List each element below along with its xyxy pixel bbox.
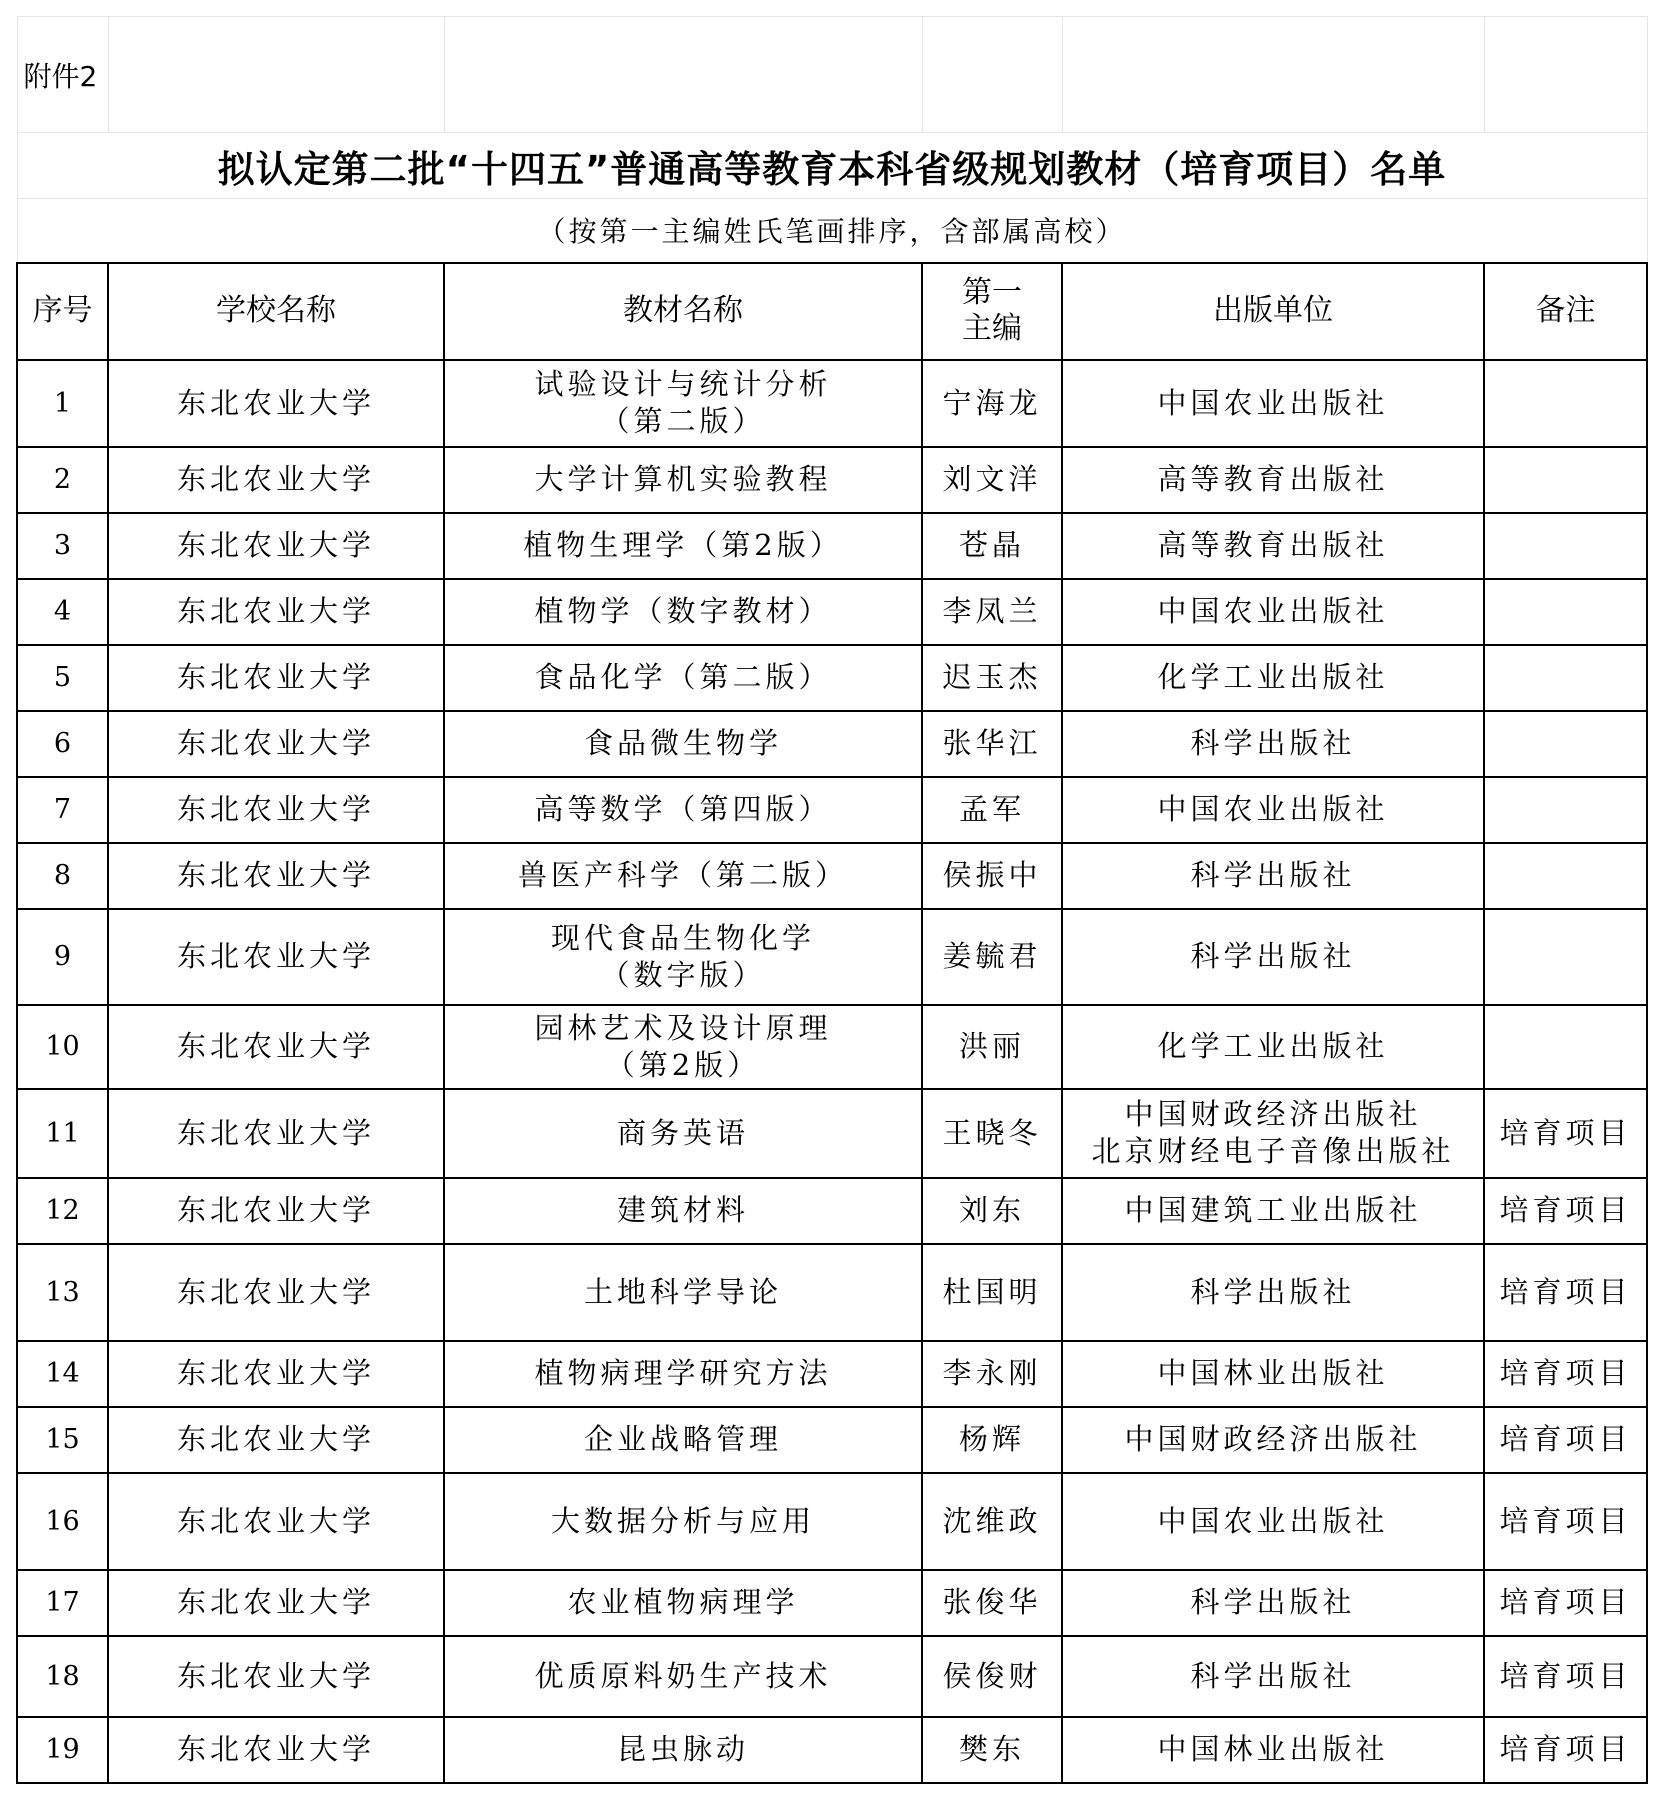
cell-textbook [444,777,922,843]
cell-remark: 培育项目 [1484,1717,1647,1783]
cell-school: 东北农业大学 [108,360,444,447]
table-row [17,1178,1647,1244]
cell-school: 东北农业大学 [108,579,444,645]
cell-publisher-line: 中国建筑工业出版社 [1124,1193,1422,1227]
cell-textbook [444,843,922,909]
cell-textbook [444,909,922,1005]
table-row [17,1005,1647,1089]
cell-school: 东北农业大学 [108,1636,444,1717]
cell-remark: 培育项目 [1484,1341,1647,1407]
cell-textbook-line: 现代食品生物化学 [550,920,815,955]
cell-textbook [444,1473,922,1570]
cell-publisher-line: 中国农业出版社 [1157,792,1389,826]
cell-school: 东北农业大学 [108,1178,444,1244]
cell-index: 16 [17,1473,108,1570]
cell-textbook-line: 商务英语 [616,1115,749,1150]
cell-publisher-line: 科学出版社 [1190,939,1356,973]
cell-first-editor: 杜国明 [922,1244,1062,1341]
table-row [17,579,1647,645]
cell-publisher-line: 中国财政经济出版社 [1124,1422,1422,1456]
attachment-label: 附件2 [17,17,108,133]
cell-textbook-line: 企业战略管理 [583,1422,782,1456]
cell-textbook-line: 建筑材料 [616,1193,749,1227]
cell-textbook [444,579,922,645]
cell-publisher-line: 中国林业出版社 [1157,1356,1389,1390]
column-header-row [17,263,1647,360]
cell-textbook [444,1089,922,1178]
cell-remark: 培育项目 [1484,1473,1647,1570]
cell-textbook-line: 植物学（数字教材） [534,594,832,628]
cell-first-editor: 侯俊财 [922,1636,1062,1717]
cell-first-editor: 杨辉 [922,1407,1062,1473]
cell-textbook-line: 食品微生物学 [583,726,782,760]
cell-textbook-line: 植物生理学（第2版） [523,528,843,562]
table-row [17,1636,1647,1717]
cell-textbook-line: 优质原料奶生产技术 [534,1658,832,1693]
cell-index: 19 [17,1717,108,1783]
cell-publisher [1062,777,1484,843]
cell-textbook-line: 植物病理学研究方法 [534,1356,832,1390]
cell-school: 东北农业大学 [108,777,444,843]
header-first-editor [922,263,1062,360]
cell-first-editor: 樊东 [922,1717,1062,1783]
cell-textbook-line: （第二版） [600,404,766,438]
header-first-editor-line2: 主编 [962,311,1022,346]
cell-remark [1484,711,1647,777]
cell-first-editor: 王晓冬 [922,1089,1062,1178]
cell-remark [1484,843,1647,909]
cell-textbook [444,513,922,579]
cell-textbook-line: 昆虫脉动 [616,1732,749,1766]
cell-school: 东北农业大学 [108,447,444,513]
cell-index: 7 [17,777,108,843]
cell-publisher-line: 科学出版社 [1190,726,1356,760]
header-textbook: 教材名称 [444,263,922,360]
header-publisher: 出版单位 [1062,263,1484,360]
cell-first-editor: 迟玉杰 [922,645,1062,711]
cell-first-editor: 张华江 [922,711,1062,777]
header-index: 序号 [17,263,108,360]
cell-remark [1484,645,1647,711]
cell-publisher [1062,1178,1484,1244]
cell-first-editor: 宁海龙 [922,360,1062,447]
cell-first-editor: 洪丽 [922,1005,1062,1089]
cell-publisher-line: 化学工业出版社 [1157,1029,1389,1063]
cell-index: 5 [17,645,108,711]
cell-school: 东北农业大学 [108,1089,444,1178]
empty-cell [922,17,1062,133]
empty-cell [108,17,444,133]
cell-index: 14 [17,1341,108,1407]
cell-publisher-line: 高等教育出版社 [1157,462,1389,496]
cell-publisher-line: 化学工业出版社 [1157,660,1389,694]
cell-school: 东北农业大学 [108,513,444,579]
table-row [17,1407,1647,1473]
cell-publisher-line: 科学出版社 [1190,1274,1356,1309]
cell-textbook-line: 兽医产科学（第二版） [517,858,848,892]
cell-remark [1484,1005,1647,1089]
cell-index: 4 [17,579,108,645]
cell-index: 12 [17,1178,108,1244]
cell-publisher [1062,360,1484,447]
cell-publisher [1062,645,1484,711]
cell-school: 东北农业大学 [108,1407,444,1473]
cell-textbook [444,1407,922,1473]
textbook-list-table [16,16,1648,1784]
cell-first-editor: 沈维政 [922,1473,1062,1570]
cell-textbook-line: 园林艺术及设计原理 [534,1010,832,1045]
cell-publisher [1062,447,1484,513]
cell-remark: 培育项目 [1484,1178,1647,1244]
cell-first-editor: 姜毓君 [922,909,1062,1005]
cell-publisher [1062,1005,1484,1089]
cell-index: 1 [17,360,108,447]
page-subtitle: （按第一主编姓氏笔画排序，含部属高校） [17,199,1647,263]
cell-publisher [1062,1089,1484,1178]
cell-publisher-line: 中国农业出版社 [1157,1503,1389,1538]
cell-remark [1484,777,1647,843]
cell-textbook [444,1178,922,1244]
cell-textbook [444,1570,922,1636]
cell-remark: 培育项目 [1484,1089,1647,1178]
title-row [17,133,1647,199]
table-row [17,711,1647,777]
table-row [17,1244,1647,1341]
cell-publisher-line: 北京财经电子音像出版社 [1091,1134,1455,1168]
cell-first-editor: 苍晶 [922,513,1062,579]
table-row [17,1717,1647,1783]
cell-publisher-line: 中国农业出版社 [1157,385,1389,420]
cell-publisher [1062,909,1484,1005]
table-row [17,447,1647,513]
cell-index: 13 [17,1244,108,1341]
cell-textbook-line: （第2版） [605,1047,761,1082]
cell-publisher [1062,1570,1484,1636]
cell-publisher [1062,1407,1484,1473]
cell-textbook [444,1005,922,1089]
cell-remark [1484,909,1647,1005]
cell-school: 东北农业大学 [108,843,444,909]
table-row [17,513,1647,579]
cell-textbook-line: 大数据分析与应用 [550,1503,815,1538]
cell-remark [1484,360,1647,447]
cell-remark: 培育项目 [1484,1244,1647,1341]
cell-publisher-line: 科学出版社 [1190,1585,1356,1619]
cell-index: 10 [17,1005,108,1089]
cell-textbook [444,1341,922,1407]
cell-publisher [1062,843,1484,909]
cell-textbook [444,711,922,777]
cell-school: 东北农业大学 [108,1005,444,1089]
cell-textbook-line: 土地科学导论 [583,1274,782,1309]
cell-remark: 培育项目 [1484,1407,1647,1473]
cell-publisher [1062,513,1484,579]
cell-index: 17 [17,1570,108,1636]
cell-index: 2 [17,447,108,513]
cell-textbook-line: 食品化学（第二版） [534,660,832,694]
cell-publisher-line: 科学出版社 [1190,1658,1356,1693]
cell-school: 东北农业大学 [108,1341,444,1407]
cell-school: 东北农业大学 [108,645,444,711]
cell-index: 9 [17,909,108,1005]
cell-school: 东北农业大学 [108,1717,444,1783]
cell-school: 东北农业大学 [108,1473,444,1570]
cell-publisher-line: 中国农业出版社 [1157,594,1389,628]
empty-cell [444,17,922,133]
cell-publisher [1062,1341,1484,1407]
cell-remark [1484,513,1647,579]
cell-textbook [444,1244,922,1341]
cell-publisher [1062,1244,1484,1341]
cell-first-editor: 刘东 [922,1178,1062,1244]
cell-first-editor: 孟军 [922,777,1062,843]
cell-textbook-line: 农业植物病理学 [567,1585,799,1619]
header-first-editor-line1: 第一 [962,275,1022,310]
cell-index: 8 [17,843,108,909]
empty-cell [1484,17,1647,133]
cell-publisher [1062,1717,1484,1783]
cell-index: 15 [17,1407,108,1473]
subtitle-row [17,199,1647,263]
cell-publisher-line: 高等教育出版社 [1157,528,1389,562]
cell-textbook [444,1717,922,1783]
cell-index: 18 [17,1636,108,1717]
attachment-row [17,17,1647,133]
cell-first-editor: 刘文洋 [922,447,1062,513]
cell-publisher [1062,1636,1484,1717]
cell-remark [1484,579,1647,645]
header-remark: 备注 [1484,263,1647,360]
cell-first-editor: 张俊华 [922,1570,1062,1636]
page-title: 拟认定第二批“十四五”普通高等教育本科省级规划教材（培育项目）名单 [17,133,1647,199]
table-row [17,909,1647,1005]
cell-publisher-line: 中国林业出版社 [1157,1732,1389,1766]
cell-school: 东北农业大学 [108,711,444,777]
cell-textbook [444,447,922,513]
cell-publisher [1062,711,1484,777]
cell-textbook-line: 大学计算机实验教程 [534,462,832,496]
cell-school: 东北农业大学 [108,1244,444,1341]
cell-textbook-line: 高等数学（第四版） [534,792,832,826]
table-row [17,1570,1647,1636]
cell-first-editor: 李凤兰 [922,579,1062,645]
table-row [17,1473,1647,1570]
cell-remark [1484,447,1647,513]
table-row [17,843,1647,909]
table-row [17,360,1647,447]
cell-index: 11 [17,1089,108,1178]
cell-textbook-line: （数字版） [600,957,766,992]
cell-first-editor: 侯振中 [922,843,1062,909]
cell-textbook [444,360,922,447]
cell-first-editor: 李永刚 [922,1341,1062,1407]
cell-remark: 培育项目 [1484,1570,1647,1636]
table-row [17,1341,1647,1407]
cell-publisher-line: 科学出版社 [1190,858,1356,892]
cell-school: 东北农业大学 [108,909,444,1005]
cell-publisher [1062,1473,1484,1570]
cell-publisher-line: 中国财政经济出版社 [1124,1097,1422,1131]
cell-index: 3 [17,513,108,579]
cell-school: 东北农业大学 [108,1570,444,1636]
cell-textbook [444,1636,922,1717]
cell-textbook [444,645,922,711]
table-row [17,645,1647,711]
table-row [17,777,1647,843]
empty-cell [1062,17,1484,133]
cell-publisher [1062,579,1484,645]
cell-index: 6 [17,711,108,777]
header-school: 学校名称 [108,263,444,360]
cell-remark: 培育项目 [1484,1636,1647,1717]
cell-textbook-line: 试验设计与统计分析 [534,367,832,401]
table-row [17,1089,1647,1178]
